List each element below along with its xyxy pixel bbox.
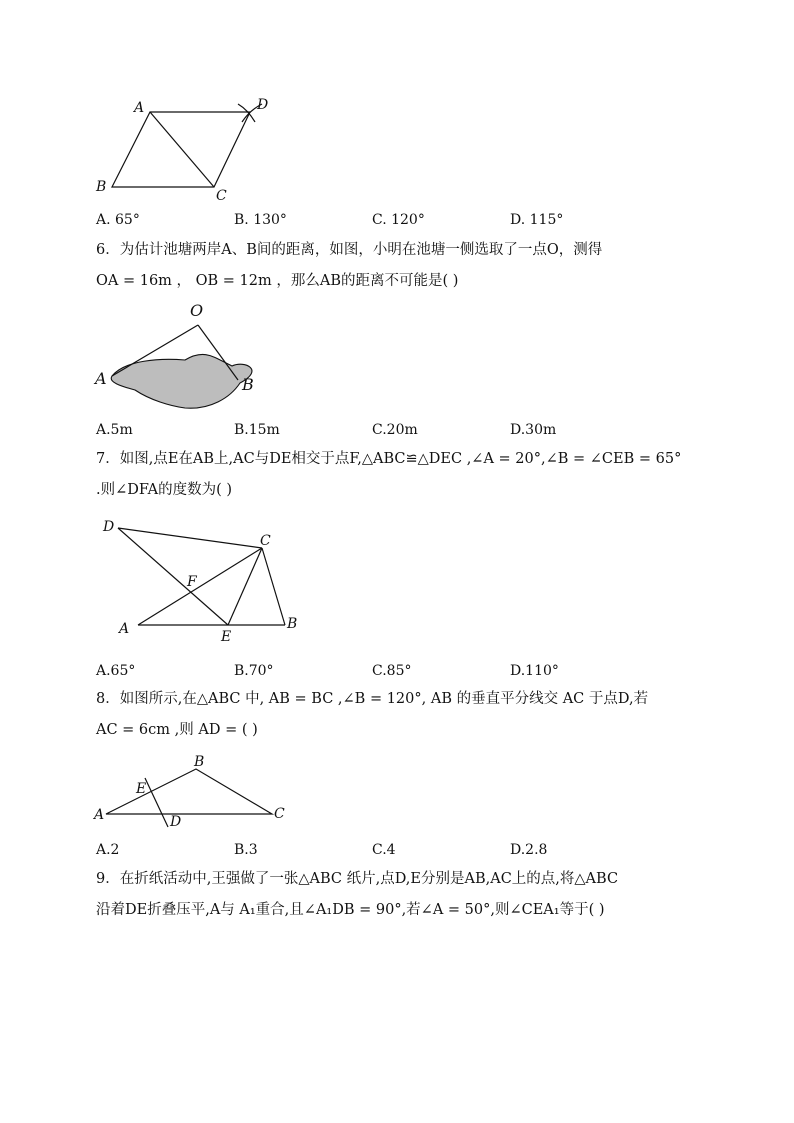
q6-label-o: O: [190, 301, 204, 320]
q8-triangle-abc: [106, 769, 272, 814]
q9-text-line1: 9．在折纸活动中,王强做了一张△ABC 纸片,点D,E分别是AB,AC上的点,将△ABC: [96, 871, 619, 887]
q7-text-line2: .则∠DFA的度数为( ): [96, 482, 233, 498]
q7-option-a: A.65°: [96, 663, 136, 679]
q8-label-a: A: [94, 807, 105, 823]
q6-label-a: A: [95, 369, 107, 388]
q5-label-c: C: [216, 188, 227, 204]
q6-option-c: C.20m: [372, 422, 418, 438]
q6-option-b: B.15m: [234, 422, 280, 438]
q5-parallelogram: [112, 112, 250, 187]
q7-segment-bc: [262, 548, 285, 625]
q9-text-line2: 沿着DE折叠压平,A与 A₁重合,且∠A₁DB = 90°,若∠A = 50°,则∠CEA₁等于( ): [96, 902, 605, 918]
q7-label-c: C: [260, 533, 271, 549]
q8-text-line1: 8．如图所示,在△ABC 中, AB = BC ,∠B = 120°, AB 的垂直平分线交 AC 于点D,若: [96, 691, 649, 707]
q7-label-d: D: [103, 519, 115, 535]
q6-option-a: A.5m: [96, 422, 133, 438]
q8-text-line2: AC = 6cm ,则 AD = ( ): [96, 722, 258, 738]
q5-label-a: A: [134, 100, 145, 116]
q7-segment-ec: [228, 548, 262, 625]
q7-segment-de: [118, 528, 228, 625]
q8-figure: [92, 752, 302, 832]
q8-option-b: B.3: [234, 842, 258, 858]
q7-option-c: C.85°: [372, 663, 412, 679]
q6-text-line2: OA = 16m ， OB = 12m ，那么AB的距离不可能是( ): [96, 273, 459, 289]
q5-diagonal-ac: [150, 112, 214, 187]
q7-option-b: B.70°: [234, 663, 274, 679]
q5-option-d: D. 115°: [510, 212, 564, 228]
q8-label-b: B: [194, 754, 205, 770]
q6-label-b: B: [242, 375, 254, 394]
q8-label-e: E: [136, 781, 147, 797]
q8-label-c: C: [274, 806, 285, 822]
q7-text-line1: 7．如图,点E在AB上,AC与DE相交于点F,△ABC≌△DEC ,∠A = 20°,∠B = ∠CEB = 65°: [96, 451, 682, 467]
q5-label-b: B: [96, 179, 107, 195]
q5-option-a: A. 65°: [96, 212, 140, 228]
q5-figure: [90, 92, 310, 207]
q6-option-d: D.30m: [510, 422, 557, 438]
q8-label-d: D: [170, 814, 182, 830]
q5-option-c: C. 120°: [372, 212, 425, 228]
q8-figure-svg: [92, 752, 302, 832]
q8-option-a: A.2: [96, 842, 120, 858]
q6-figure-svg: [90, 298, 280, 418]
q7-segment-dc: [118, 528, 262, 548]
q7-figure-svg: [95, 515, 315, 645]
q8-option-c: C.4: [372, 842, 396, 858]
q6-figure: [90, 298, 280, 418]
q7-option-d: D.110°: [510, 663, 559, 679]
q8-option-d: D.2.8: [510, 842, 548, 858]
q6-pond-shape: [111, 354, 252, 408]
q5-option-b: B. 130°: [234, 212, 287, 228]
q7-label-f: F: [187, 574, 197, 590]
q7-figure: [95, 515, 315, 645]
q7-segment-ac: [138, 548, 262, 625]
q6-text-line1: 6．为估计池塘两岸A、B间的距离，如图，小明在池塘一侧选取了一点O，测得: [96, 242, 603, 258]
q7-label-b: B: [287, 616, 298, 632]
q7-label-a: A: [119, 621, 130, 637]
q5-figure-svg: [90, 92, 310, 207]
q7-label-e: E: [221, 629, 232, 645]
q5-label-d: D: [257, 97, 269, 113]
